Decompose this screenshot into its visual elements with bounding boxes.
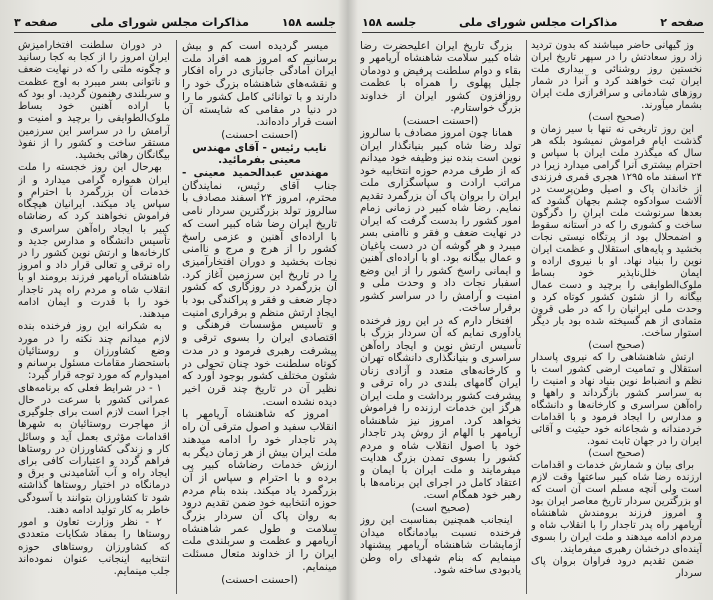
speaker-heading: نایب رئیس - آقای مهندس معینی بفرمائید. bbox=[192, 141, 327, 167]
text-column-right bbox=[531, 40, 702, 595]
paragraph: ارتش شاهنشاهی را که نیروی پاسدار استقلال و تمامیت ارضی کشور است با نظم و انضباط نوین بنیاد نهاد و امنیت را به سراسر کشور بازگرداند و راهها و راه‌آهن سراسری و کارخانه‌ها و دانشگاه و مدارس را ایجاد فرمود و با اقدامات خردمندانه و شجاعانه خود حیثیت و آقائی ایران را در جهان ثابت نمود. bbox=[531, 352, 702, 447]
publication-title: مذاکرات مجلس شورای ملی bbox=[90, 15, 249, 29]
paragraph: ۱ - در شرایط فعلی که برنامه‌های عمرانی کشور با سرعت در حال اجرا است لازم است برای جلوگیری از مهاجرت روستائیان به شهرها اقدامات مؤثری بعمل آید و وسائل کار و زندگی کشاورزان در روستاها فراهم گردد و اعتبارات کافی برای ایجاد راه و آب آشامیدنی و برق و درمانگاه در اختیار روستاها گذاشته شود تا کشاورزان بتوانند با آسودگی خاطر به کار تولید ادامه دهند. bbox=[18, 382, 170, 516]
column-divider bbox=[526, 40, 527, 594]
page-2 bbox=[354, 0, 706, 600]
paragraph: همانا چون امروز مصادف با سالروز تولد رضا شاه کبیر بنیانگذار ایران نوین است بنده نیز وظیفه خود میدانم که از طرف مردم حوزه انتخابیه خود مراتب ارادت و سپاسگزاری ملت ایران را بروان پاک آن بزرگمرد تقدیم نمایم. رضا شاه کبیر در زمانی زمام امور کشور را بدست گرفت که ایران در نهایت ضعف و فقر و ناامنی بسر میبرد و هر گوشه آن در دست یاغیان و عمال بیگانه بود. او با اراده‌ای آهنین و ایمانی راسخ کشور را از این وضع اسفبار نجات داد و وحدت ملی و امنیت و آرامش را در سراسر کشور برقرار ساخت. bbox=[360, 127, 521, 315]
paragraph: برای بیان و شمارش خدمات و اقدامات ارزنده رضا شاه کبیر ساعتها وقت لازم است ولی آنچه مسلم است آن است که او بزرگترین سردار تاریخ معاصر ایران بود و امروز فرزند برومندش شاهنشاه آریامهر راه پدر تاجدار را با انقلاب شاه و مردم ادامه میدهند و ملت ایران را بسوی آینده‌ای درخشان رهبری میفرمایند. bbox=[531, 460, 702, 555]
speaker-name: مهندس عبدالحمید معینی - bbox=[182, 167, 329, 180]
speech-paragraph bbox=[182, 167, 337, 408]
speech-text: جناب آقای رئیس، نمایندگان محترم، امروز ۲۴ اسفند مصادف با سالروز تولد بزرگترین سردار نامی تاریخ ایران رضا شاه کبیر است که با اراده‌ای آهنین و عزمی راسخ کشور را از هرج و مرج و ناامنی نجات بخشید و دوران افتخارآمیزی را در تاریخ این سرزمین آغاز کرد. آن بزرگمرد در روزگاری که کشور دچار ضعف و فقر و پراکندگی بود با ایجاد ارتش منظم و برقراری امنیت و تأسیس مؤسسات فرهنگی و اقتصادی ایران را بسوی ترقی و پیشرفت رهبری فرمود و در مدت کوتاه سلطنت خود چنان تحولی در شئون مختلف کشور بوجود آورد که نظیر آن در تاریخ چند قرن اخیر دیده نشده است. bbox=[182, 179, 337, 408]
text-column-left bbox=[360, 40, 521, 595]
paragraph: افتخار دارم که در این روز فرخنده یادآوری نمایم که آن سردار بزرگ با تأسیس ارتش نوین و ایجاد راه‌آهن سراسری و بنیانگذاری دانشگاه تهران و کارخانه‌های متعدد و آزادی زنان ایران گامهای بلندی در راه ترقی و پیشرفت کشور برداشت و ملت ایران هرگز این خدمات ارزنده را فراموش نخواهد کرد. امروز نیز شاهنشاه آریامهر با الهام از روش پدر تاجدار خود با اصول انقلاب شاه و مردم کشور را بسوی تمدن بزرگ هدایت میفرمایند و ملت ایران با ایمان و اعتقاد کامل در اجرای این برنامه‌ها با رهبر خود همگام است. bbox=[360, 314, 521, 502]
paragraph: میسر گردیده است کم و بیش برسانیم که امروز همه افراد ملت ایران آمادگی جانبازی در راه افکار و نقشه‌های شاهنشاه بزرگ خود را دارند و با توانائی کامل کشور ما را در دنیا در مقامی که شایسته آن است قرار داده‌اند. bbox=[182, 40, 337, 129]
text-column-right bbox=[182, 40, 337, 595]
paragraph: ۲ - نظر وزارت تعاون و امور روستاها را بمفاد شکایات متعددی که کشاورزان روستاهای حوزه انتخابیه اینجانب عنوان نموده‌اند جلب مینمایم. bbox=[18, 517, 170, 578]
page-3 bbox=[8, 0, 342, 600]
paragraph: وز گیهانی حاضر میباشند که بدون تردید زاد روز سعادتش را در سپهر تاریخ ایران نخستین روز روشنائی و بیداری ملت ایران ثبت خواهند کرد و آنرا در شمار روزهای شادمانی و سرافرازی ملت ایران بشمار میآورند. bbox=[531, 40, 702, 111]
text-column-left bbox=[18, 40, 170, 595]
applause-note: (احسنت احسنت) bbox=[221, 128, 298, 141]
paragraph: اینجانب همچنین بمناسبت این روز فرخنده نسبت بیادمانگاه میدان آزمایشات شاهنشاه آریامهر پیشنهاد مینمایم که بنام شهدای راه وطن یادبودی ساخته شود. bbox=[360, 514, 521, 577]
paragraph: بهرحال این روز خجسته را ملت ایران همواره گرامی میدارد و از خدمات آن بزرگمرد با احترام و سپاس یاد میکند. ایرانیان هیچگاه فراموش نخواهند کرد که رضاشاه کبیر با ایجاد راه‌آهن سراسری و تأسیس دانشگاه و مدارس جدید و کارخانه‌ها و ارتش نوین کشور را در راه ترقی و تعالی قرار داد و امروز شاهنشاه آریامهر فرزند برومند او با انقلاب شاه و مردم راه پدر تاجدار خود را با قدرت و ایمان ادامه میدهند. bbox=[18, 162, 170, 321]
paragraph: بزرگ تاریخ ایران اعلیحضرت رضا شاه کبیر سلامت شاهنشاه آریامهر و بقاء و دوام سلطنت پرفیض و دودمان جلیل پهلوی را همراه با عظمت روزافزون کشور ایران از خداوند بزرگ خواستارم. bbox=[360, 40, 521, 115]
paragraph: به شکرانه این روز فرخنده بنده لازم میدانم چند نکته را در مورد وضع کشاورزان و روستائیان باستحضار مقامات مسئول برسانم و امیدوارم که مورد توجه قرار گیرد: bbox=[18, 321, 170, 382]
applause-note: (صحیح است) bbox=[588, 448, 645, 459]
page-number: صفحه ۳ bbox=[14, 15, 58, 29]
applause-note: (صحیح است) bbox=[411, 501, 470, 514]
page-header bbox=[362, 12, 704, 33]
session-number: جلسه ۱۵۸ bbox=[281, 15, 336, 29]
applause-note: (احسنت احسنت) bbox=[402, 114, 479, 127]
applause-note: (احسنت احسنت) bbox=[221, 573, 298, 586]
applause-note: (صحیح است) bbox=[588, 340, 645, 351]
paragraph: این روز تاریخی نه تنها با سیر زمان و گذشت ایام فراموش نمیشود بلکه هر سال که میگذرد ملت ایران با سپاس و احترام بیشتری آنرا گرامی میدارد زیرا در ۲۴ اسفند ماه ۱۲۹۵ هجری قمری فرزندی از خاندان پاک و اصیل وطن‌پرست در آلاشت سوادکوه چشم بجهان گشود که بعدها سرنوشت ملت ایران را دگرگون ساخت و کشوری را که در آستانه سقوط و اضمحلال بود از پرتگاه نیستی نجات بخشید و پایه‌های استقلال و عظمت ایران نوین را بنیاد نهاد. او با نیروی اراده و ایمان خلل‌ناپذیر خود بساط ملوک‌الطوایفی را برچید و دست عمال بیگانه را از شئون کشور کوتاه کرد و وحدت ملی ایرانیان را که در طی قرون متمادی از هم گسیخته شده بود بار دیگر استوار ساخت. bbox=[531, 124, 702, 339]
page-number: صفحه ۲ bbox=[660, 15, 704, 29]
paragraph: در دوران سلطنت افتخارآمیزش ایران امروز را از کجا به کجا رسانید و چگونه ملتی را که در نهایت ضعف و ناتوانی بسر میبرد به اوج عظمت و سربلندی رهنمون گردید. او بود که با اراده آهنین خود بساط ملوک‌الطوایفی را برچید و امنیت و آرامش را در سراسر این سرزمین مستقر ساخت و کشور را از نفوذ بیگانگان رهائی بخشید. bbox=[18, 40, 170, 162]
applause-note: (صحیح است) bbox=[588, 112, 645, 123]
paragraph: امروز که شاهنشاه آریامهر با انقلاب سفید و اصول مترقی آن راه پدر تاجدار خود را ادامه میدهند ملت ایران بیش از هر زمان دیگر به ارزش خدمات رضاشاه کبیر پی برده و با احترام و سپاس از آن بزرگمرد یاد میکند. بنده بنام مردم حوزه انتخابیه خود ضمن تقدیم درود به روان پاک آن سردار بزرگ سلامت و طول عمر شاهنشاه آریامهر و عظمت و سربلندی ملت ایران را از خداوند متعال مسئلت مینمایم. bbox=[182, 408, 337, 573]
paragraph: ضمن تقدیم درود فراوان بروان پاک سردار bbox=[531, 556, 702, 579]
column-divider bbox=[176, 40, 177, 594]
page-header bbox=[14, 12, 336, 33]
session-number: جلسه ۱۵۸ bbox=[362, 15, 417, 29]
publication-title: مذاکرات مجلس شورای ملی bbox=[459, 15, 618, 29]
